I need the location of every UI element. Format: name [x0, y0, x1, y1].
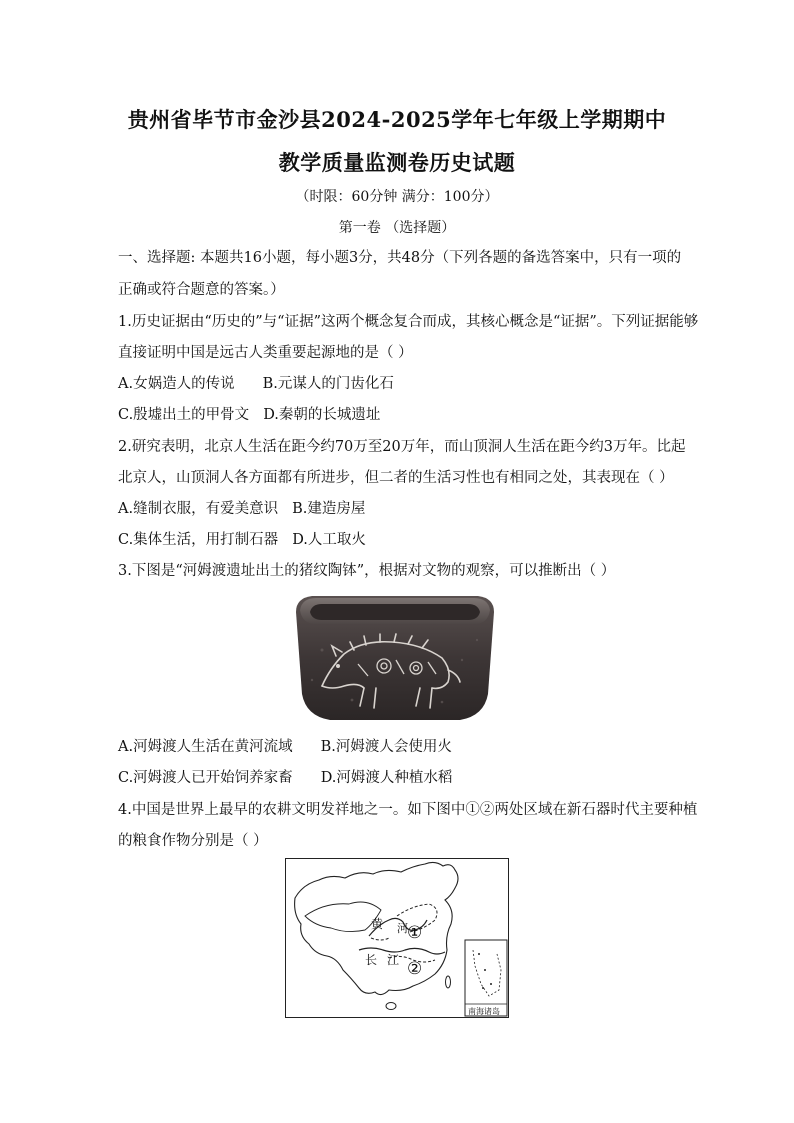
q2-option-b[interactable]: B.建造房屋 — [292, 501, 366, 517]
map-label-huang: 黄 — [371, 917, 384, 931]
q1-option-b[interactable]: B.元谋人的门齿化石 — [262, 376, 394, 392]
q1-stem-line1: 1.历史证据由“历史的”与“证据”这两个概念复合而成，其核心概念是“证据”。下列证据能够 — [118, 314, 699, 330]
map-label-he: 河 — [397, 922, 408, 935]
q2-stem-line1: 2.研究表明，北京人生活在距今约70万至20万年，而山顶洞人生活在距今约3万年。比起 — [118, 439, 686, 455]
q3-option-a[interactable]: A.河姆渡人生活在黄河流域 — [118, 739, 293, 755]
q3-options-row2 — [118, 768, 678, 788]
map-region-1: ① — [407, 923, 423, 943]
map-label-chang: 长 — [365, 953, 378, 967]
q3-stem-line1: 3.下图是“河姆渡遗址出土的猪纹陶钵”，根据对文物的观察，可以推断出（ ） — [118, 563, 616, 579]
q2-stem-line2: 北京人，山顶洞人各方面都有所进步，但二者的生活习性也有相同之处，其表现在（ ） — [118, 470, 674, 486]
china-map-figure — [285, 858, 509, 1018]
q1-options-row2 — [118, 405, 678, 425]
q3-options-row1 — [118, 737, 678, 757]
q3-option-b[interactable]: B.河姆渡人会使用火 — [320, 739, 452, 755]
q1-option-d[interactable]: D.秦朝的长城遗址 — [263, 407, 381, 423]
q3-option-c[interactable]: C.河姆渡人已开始饲养家畜 — [118, 770, 293, 786]
section-heading: 第一卷 （选择题） — [338, 220, 456, 236]
map-region-2: ② — [407, 959, 423, 979]
q1-options-row1 — [118, 374, 678, 394]
q4-stem-line1: 4.中国是世界上最早的农耕文明发祥地之一。如下图中①②两处区域在新石器时代主要种植 — [118, 802, 698, 818]
q3-option-d[interactable]: D.河姆渡人种植水稻 — [320, 770, 453, 786]
q2-options-row2 — [118, 530, 678, 550]
time-info: （时限：60分钟 满分：100分） — [295, 189, 499, 205]
q2-options-row1 — [118, 499, 678, 519]
exam-title-line2: 教学质量监测卷历史试题 — [278, 150, 516, 175]
q2-option-a[interactable]: A.缝制衣服，有爱美意识 — [118, 501, 279, 517]
q1-option-a[interactable]: A.女娲造人的传说 — [118, 376, 235, 392]
inset-label: 南海诸岛 — [468, 1007, 500, 1016]
map-label-jiang: 江 — [387, 953, 400, 967]
q2-option-d[interactable]: D.人工取火 — [292, 532, 366, 548]
q1-option-c[interactable]: C.殷墟出土的甲骨文 — [118, 407, 250, 423]
q4-stem-line2: 的粮食作物分别是（ ） — [118, 833, 268, 849]
q1-stem-line2: 直接证明中国是远古人类重要起源地的是（ ） — [118, 345, 413, 361]
pig-pattern-pottery-bowl-image — [292, 590, 498, 724]
exam-title-line1: 贵州省毕节市金沙县2024-2025学年七年级上学期期中 — [127, 107, 667, 132]
south-china-sea-inset — [465, 940, 507, 1016]
instructions-line2: 正确或符合题意的答案。） — [118, 282, 285, 298]
q2-option-c[interactable]: C.集体生活，用打制石器 — [118, 532, 279, 548]
instructions-line1: 一、选择题: 本题共16小题，每小题3分，共48分（下列各题的备选答案中，只有一项的 — [118, 250, 682, 266]
